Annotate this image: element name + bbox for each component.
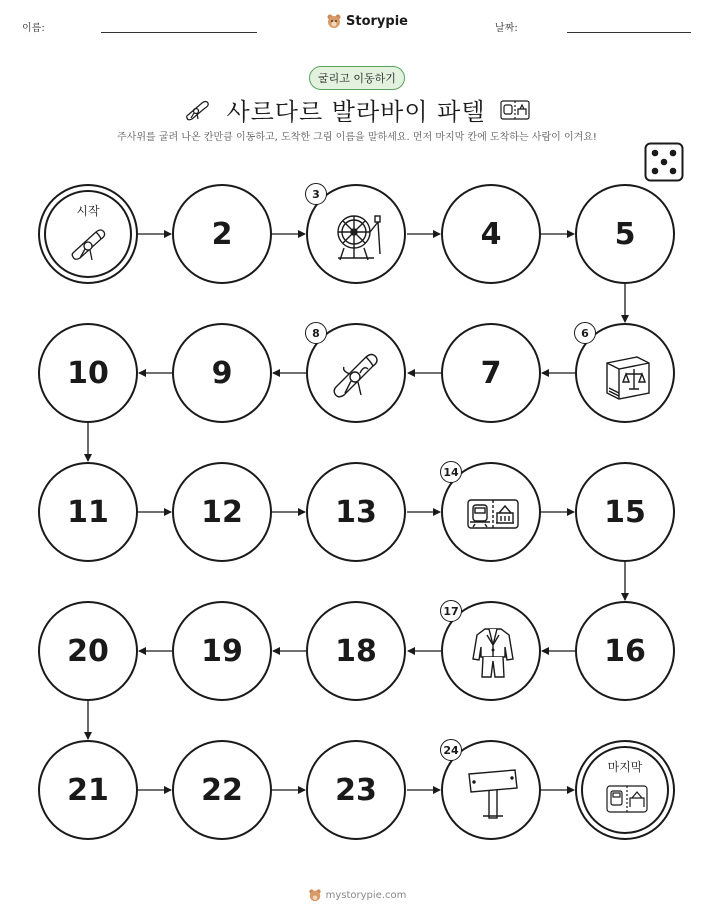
train-ticket-icon	[465, 486, 521, 542]
board-cell-19[interactable]	[172, 601, 272, 701]
train-ticket-icon	[605, 782, 649, 818]
cell-badge: 8	[305, 322, 327, 344]
board-cell-3[interactable]	[306, 184, 406, 284]
name-label: 이름:	[22, 23, 45, 34]
board-cell-4[interactable]	[441, 184, 541, 284]
page-title: 사르다르 발라바이 파텔	[226, 98, 486, 126]
start-cell[interactable]	[38, 184, 138, 284]
cell-number: 22	[201, 772, 243, 808]
cell-number: 21	[67, 772, 109, 808]
board-cell-16[interactable]	[575, 601, 675, 701]
board-cell-6[interactable]	[575, 323, 675, 423]
board-cell-7[interactable]	[441, 323, 541, 423]
footer-site[interactable]: mystorypie.com	[325, 889, 407, 901]
board-cell-21[interactable]	[38, 740, 138, 840]
board-cell-12[interactable]	[172, 462, 272, 562]
cell-badge: 24	[440, 739, 462, 761]
suit-icon	[465, 625, 521, 681]
finish-cell[interactable]	[575, 740, 675, 840]
cell-number: 4	[480, 216, 502, 252]
cell-number: 11	[67, 494, 109, 530]
cell-number: 16	[604, 633, 646, 669]
finish-label: 마지막	[607, 760, 643, 774]
board-cell-14[interactable]	[441, 462, 541, 562]
cell-badge: 3	[305, 183, 327, 205]
cell-number: 19	[201, 633, 243, 669]
board-cell-13[interactable]	[306, 462, 406, 562]
board-cell-22[interactable]	[172, 740, 272, 840]
brand-name: Storypie	[346, 13, 408, 29]
cell-badge: 17	[440, 600, 462, 622]
board-cell-2[interactable]	[172, 184, 272, 284]
board-cell-10[interactable]	[38, 323, 138, 423]
cell-number: 7	[480, 355, 502, 391]
board-cell-23[interactable]	[306, 740, 406, 840]
board-cell-20[interactable]	[38, 601, 138, 701]
cell-number: 15	[604, 494, 646, 530]
cell-number: 13	[335, 494, 377, 530]
signpost-icon	[465, 764, 521, 820]
cell-number: 9	[211, 355, 233, 391]
cell-number: 10	[67, 355, 109, 391]
board-cell-5[interactable]	[575, 184, 675, 284]
cell-number: 23	[335, 772, 377, 808]
cell-number: 2	[211, 216, 233, 252]
board-cell-11[interactable]	[38, 462, 138, 562]
board-cell-17[interactable]	[441, 601, 541, 701]
date-label: 날짜:	[495, 23, 518, 34]
board-cell-18[interactable]	[306, 601, 406, 701]
category-pill: 굴리고 이동하기	[309, 66, 405, 90]
cell-number: 18	[335, 633, 377, 669]
cell-number: 20	[67, 633, 109, 669]
cell-badge: 6	[574, 322, 596, 344]
cell-badge: 14	[440, 461, 462, 483]
start-label: 시작	[76, 204, 100, 218]
diploma-scroll-icon	[68, 222, 112, 266]
cell-number: 5	[614, 216, 636, 252]
diploma-scroll-icon	[330, 347, 386, 403]
footer	[0, 888, 714, 902]
instructions: 주사위를 굴려 나온 칸만큼 이동하고, 도착한 그림 이름을 말하세요. 먼저 마지막 칸에 도착하는 사람이 이겨요!	[117, 132, 597, 143]
board-cell-9[interactable]	[172, 323, 272, 423]
spinning-wheel-icon	[330, 208, 386, 264]
board-cell-8[interactable]	[306, 323, 406, 423]
bear-mascot-icon	[308, 888, 322, 902]
cell-number: 12	[201, 494, 243, 530]
board-cell-15[interactable]	[575, 462, 675, 562]
board-cell-24[interactable]	[441, 740, 541, 840]
law-book-icon	[599, 347, 655, 403]
